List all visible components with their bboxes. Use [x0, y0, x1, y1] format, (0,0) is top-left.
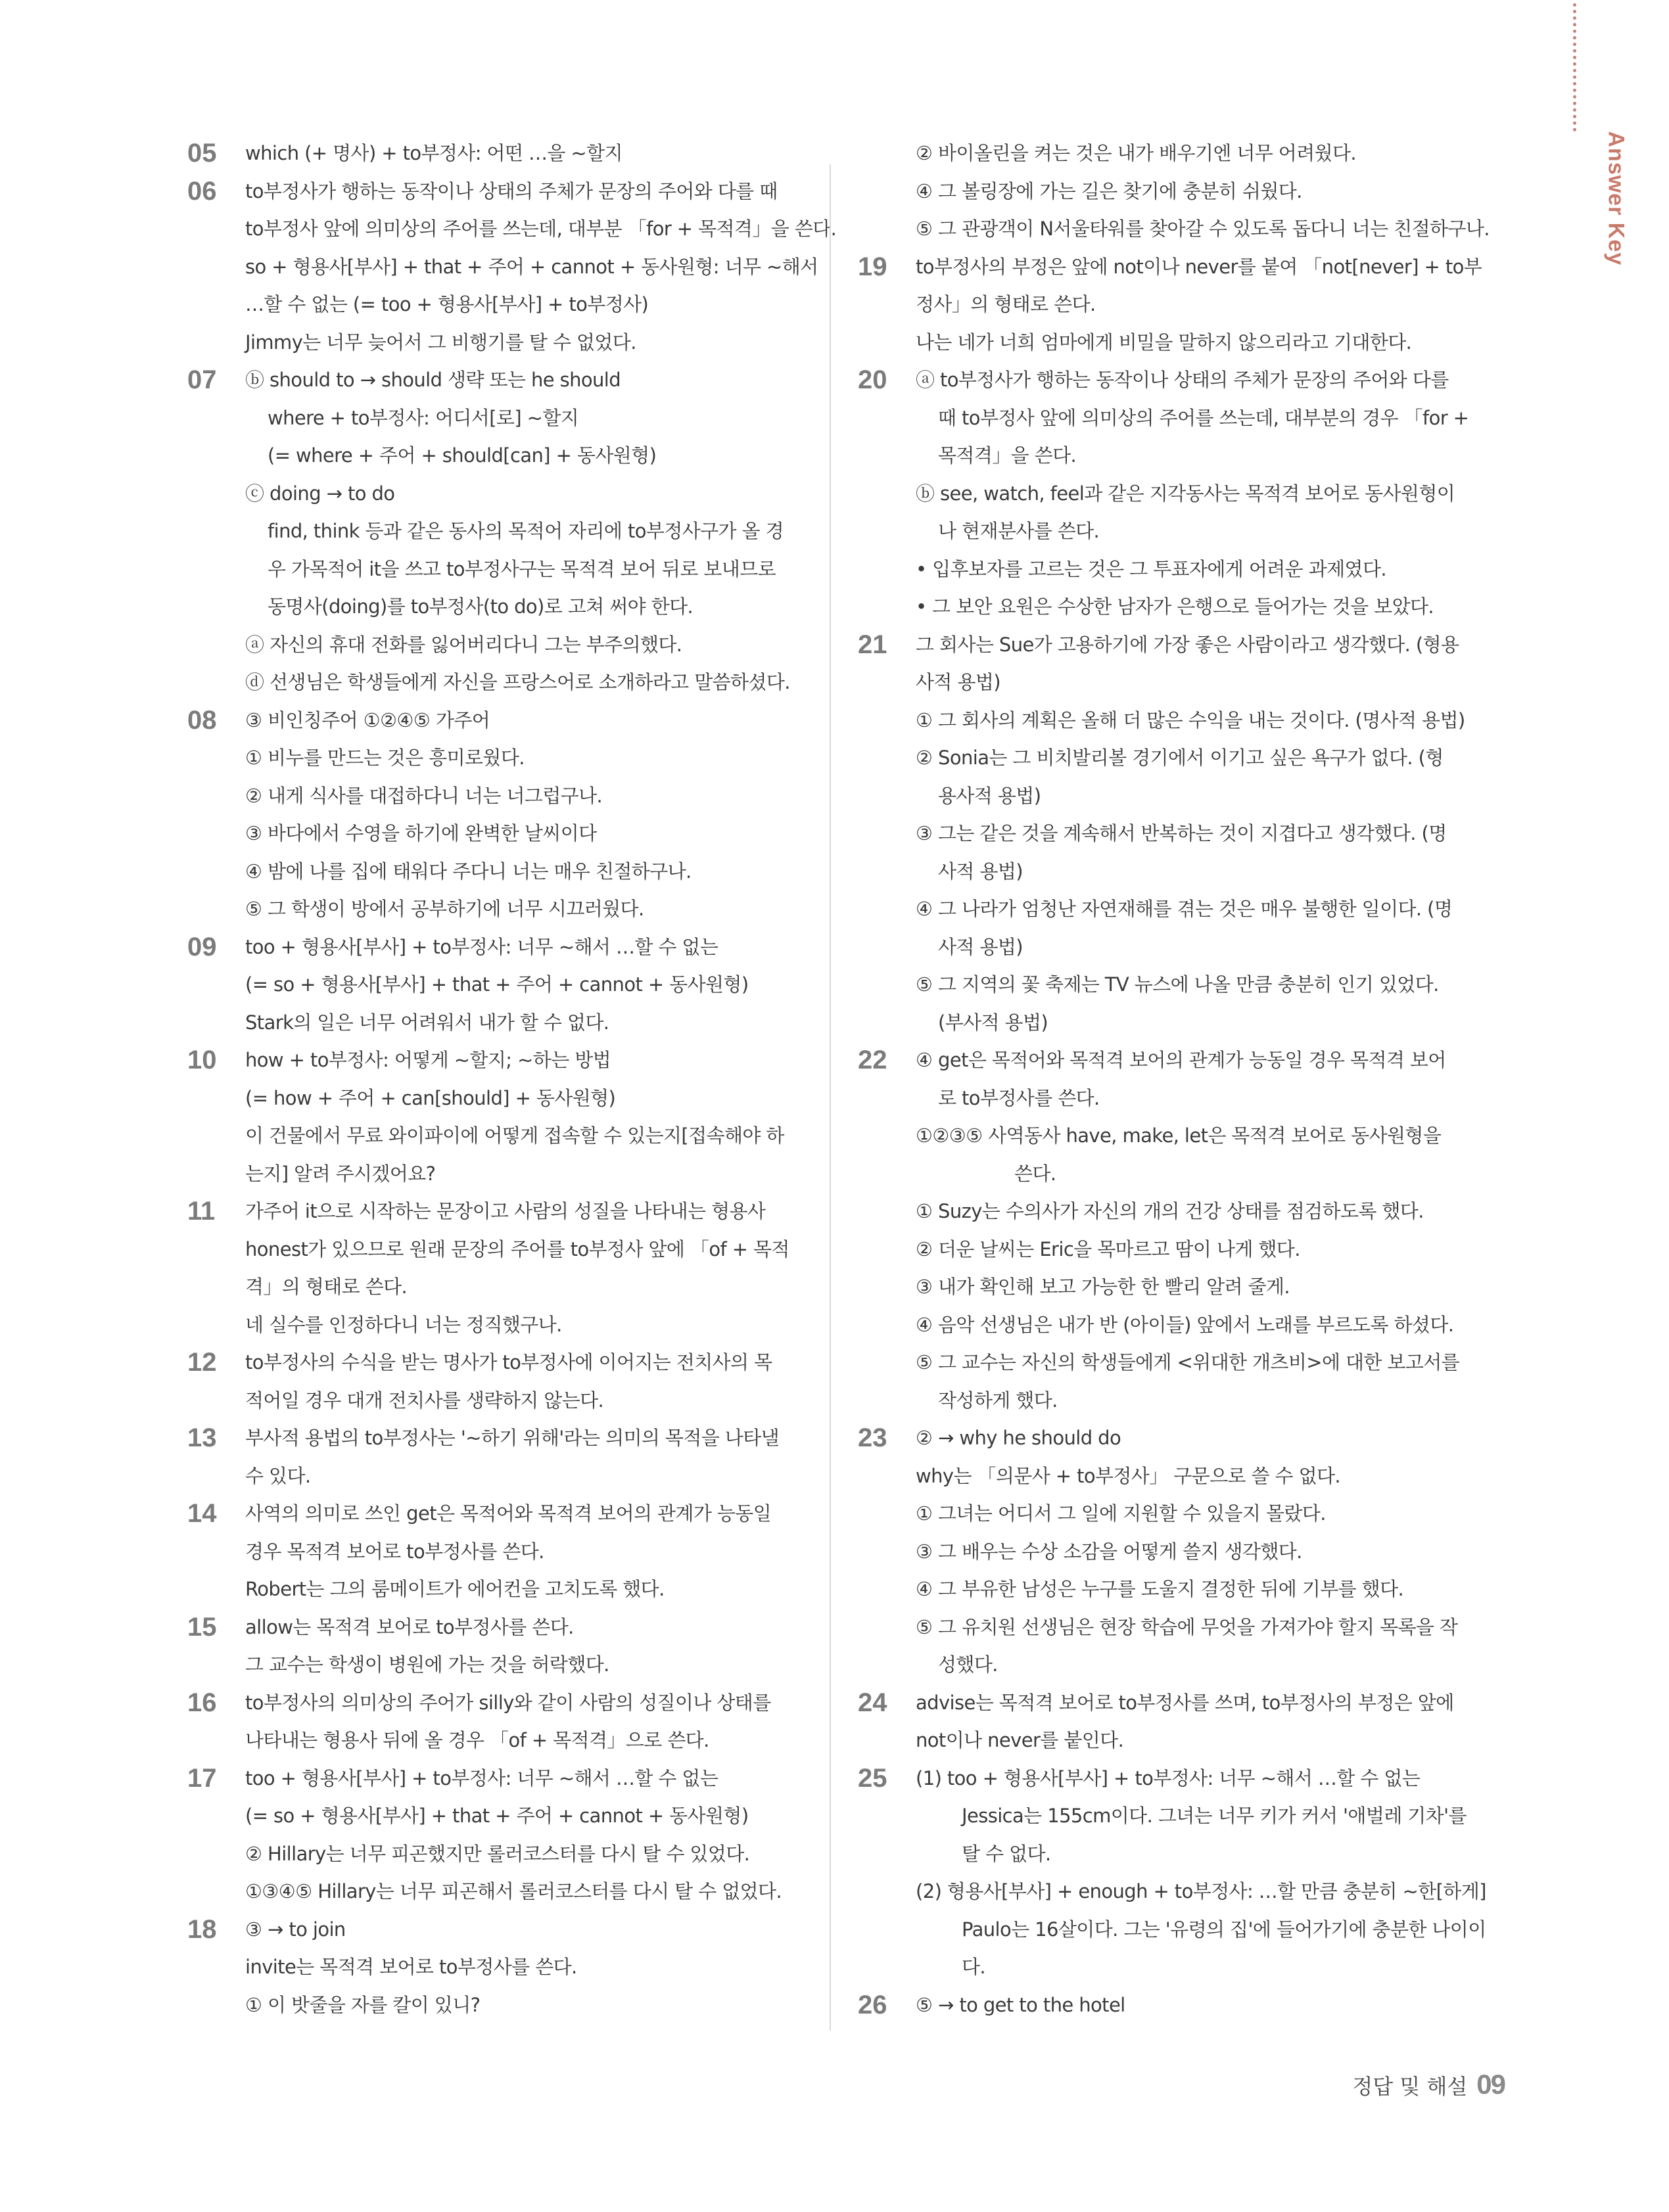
- explanation-line: ② Hillary는 너무 피곤했지만 롤러코스터를 다시 탈 수 있었다.: [245, 1842, 750, 1865]
- explanation-line: (= so + 형용사[부사] + that + 주어 + cannot + 동사원형): [245, 973, 749, 996]
- question-number: 24: [858, 1688, 887, 1717]
- explanation-line: (= so + 형용사[부사] + that + 주어 + cannot + 동사원형): [245, 1805, 749, 1827]
- explanation-line: ③ 바다에서 수영을 하기에 완벽한 날씨이다: [245, 822, 597, 844]
- right-column: [858, 135, 1490, 2024]
- explanation-line: 정사」의 형태로 쓴다.: [916, 293, 1096, 315]
- explanation-line: ④ 음악 선생님은 내가 반 (아이들) 앞에서 노래를 부르도록 하셨다.: [916, 1313, 1454, 1336]
- explanation-line: 는지] 알려 주시겠어요?: [245, 1162, 436, 1185]
- explanation-line: ① 이 밧줄을 자를 칼이 있니?: [245, 1993, 481, 2016]
- explanation-line: ⑤ 그 관광객이 N서울타워를 찾아갈 수 있도록 돕다니 너는 친절하구나.: [916, 218, 1490, 240]
- answer-entry: [858, 1987, 1469, 2025]
- question-number: 12: [187, 1348, 217, 1377]
- explanation-line: • 입후보자를 고르는 것은 그 투표자에게 어려운 과제였다.: [916, 557, 1386, 580]
- explanation-line: …할 수 없는 (= too + 형용사[부사] + to부정사): [245, 293, 649, 315]
- explanation-line: to부정사 앞에 의미상의 주어를 쓰는데, 대부분 「for + 목적격」을 쓴다.: [245, 218, 837, 240]
- explanation-line: 그 교수는 학생이 병원에 가는 것을 허락했다.: [245, 1653, 609, 1676]
- explanation-line: where + to부정사: 어디서[로] ~할지: [268, 406, 579, 429]
- question-number: 25: [858, 1763, 887, 1793]
- question-number: 16: [187, 1688, 217, 1717]
- explanation-line: ④ 밤에 나를 집에 태워다 주다니 너는 매우 친절하구나.: [245, 860, 692, 883]
- answer-entry: [187, 929, 799, 1042]
- explanation-line: 때 to부정사 앞에 의미상의 주어를 쓰는데, 대부분의 경우 「for +: [938, 406, 1469, 429]
- question-number: 08: [187, 705, 217, 735]
- explanation-line: 적어일 경우 대개 전치사를 생략하지 않는다.: [245, 1389, 604, 1412]
- explanation-line: 사적 용법): [938, 935, 1023, 958]
- explanation-line: ⓒ doing → to do: [245, 482, 395, 505]
- explanation-line: 나 현재분사를 쓴다.: [938, 520, 1100, 542]
- explanation-line: ③ 내가 확인해 보고 가능한 한 빨리 알려 줄게.: [916, 1276, 1290, 1298]
- question-number: 10: [187, 1046, 217, 1074]
- explanation-line: ④ get은 목적어와 목적격 보어의 관계가 능동일 경우 목적격 보어: [916, 1049, 1446, 1071]
- explanation-line: Jessica는 155cm이다. 그녀는 너무 키가 커서 '애벌레 기차'를: [962, 1805, 1467, 1827]
- explanation-line: 용사적 용법): [938, 784, 1041, 807]
- question-number: 15: [187, 1612, 217, 1642]
- explanation-line: ④ 그 볼링장에 가는 길은 찾기에 충분히 쉬웠다.: [916, 179, 1302, 202]
- explanation-line: ⓓ 선생님은 학생들에게 자신을 프랑스어로 소개하라고 말씀하셨다.: [245, 671, 790, 693]
- explanation-line: ⑤ 그 지역의 꽃 축제는 TV 뉴스에 나올 만큼 충분히 인기 있었다.: [916, 973, 1439, 996]
- explanation-line: 사적 용법): [938, 860, 1023, 883]
- explanation-line: ⓐ to부정사가 행하는 동작이나 상태의 주체가 문장의 주어와 다를: [916, 369, 1449, 391]
- explanation-line: which (+ 명사) + to부정사: 어떤 …을 ~할지: [245, 142, 623, 164]
- explanation-line: 경우 목적격 보어로 to부정사를 쓴다.: [245, 1540, 544, 1563]
- answer-entry: [858, 361, 1469, 626]
- explanation-line: ③ → to join: [245, 1918, 346, 1941]
- explanation-line: ③ 그 배우는 수상 소감을 어떻게 쓸지 생각했다.: [916, 1540, 1302, 1563]
- answer-entry: [858, 135, 1490, 248]
- answer-entry: [858, 1419, 1469, 1684]
- explanation-line: ② 바이올린을 켜는 것은 내가 배우기엔 너무 어려웠다.: [916, 142, 1357, 164]
- explanation-line: to부정사의 의미상의 주어가 silly와 같이 사람의 성질이나 상태를: [245, 1691, 771, 1714]
- explanation-line: ⓑ see, watch, feel과 같은 지각동사는 목적격 보어로 동사원형이: [916, 482, 1455, 505]
- explanation-line: ①②③⑤ 사역동사 have, make, let은 목적격 보어로 동사원형을: [916, 1124, 1442, 1147]
- answer-entry: [858, 1042, 1469, 1419]
- explanation-line: 동명사(doing)를 to부정사(to do)로 고쳐 써야 한다.: [268, 595, 693, 618]
- explanation-line: ② 내게 식사를 대접하다니 너는 너그럽구나.: [245, 784, 603, 807]
- answer-entry: [858, 626, 1469, 1042]
- answer-entry: [187, 1344, 799, 1419]
- explanation-line: ② Sonia는 그 비치발리볼 경기에서 이기고 싶은 욕구가 없다. (형: [916, 747, 1444, 769]
- answer-entry: [187, 1042, 799, 1193]
- answer-entry: [187, 361, 799, 702]
- question-number: 17: [187, 1763, 217, 1793]
- explanation-line: (= how + 주어 + can[should] + 동사원형): [245, 1086, 616, 1109]
- explanation-line: 다.: [962, 1956, 986, 1978]
- explanation-line: ⑤ → to get to the hotel: [916, 1993, 1125, 2016]
- page-footer: [1352, 2069, 1505, 2100]
- explanation-line: ① 그 회사의 계획은 올해 더 많은 수익을 내는 것이다. (명사적 용법): [916, 708, 1465, 731]
- explanation-line: not이나 never를 붙인다.: [916, 1729, 1124, 1751]
- question-number: 05: [187, 139, 217, 168]
- explanation-line: (부사적 용법): [938, 1011, 1048, 1034]
- explanation-line: 사적 용법): [916, 671, 1000, 693]
- explanation-line: ④ 그 나라가 엄청난 자연재해를 겪는 것은 매우 불행한 일이다. (명: [916, 898, 1453, 920]
- answer-entry: [187, 173, 837, 362]
- explanation-line: 나타내는 형용사 뒤에 올 경우 「of + 목적격」으로 쓴다.: [245, 1729, 709, 1751]
- answer-entry: [187, 702, 799, 929]
- question-number: 21: [858, 630, 887, 659]
- page-number: 09: [1476, 2069, 1505, 2100]
- explanation-line: 작성하게 했다.: [938, 1389, 1058, 1412]
- question-number: 11: [187, 1197, 216, 1226]
- explanation-line: ④ 그 부유한 남성은 누구를 도울지 결정한 뒤에 기부를 했다.: [916, 1578, 1404, 1600]
- answer-entry: [187, 1495, 799, 1609]
- explanation-line: Jimmy는 너무 늦어서 그 비행기를 탈 수 없었다.: [245, 331, 636, 354]
- explanation-line: ⑤ 그 학생이 방에서 공부하기에 너무 시끄러웠다.: [245, 898, 644, 920]
- explanation-line: ① Suzy는 수의사가 자신의 개의 건강 상태를 점검하도록 했다.: [916, 1200, 1424, 1222]
- explanation-line: to부정사가 행하는 동작이나 상태의 주체가 문장의 주어와 다를 때: [245, 179, 778, 202]
- explanation-line: 사역의 의미로 쓰인 get은 목적어와 목적격 보어의 관계가 능동일: [245, 1502, 772, 1525]
- explanation-line: 그 회사는 Sue가 고용하기에 가장 좋은 사람이라고 생각했다. (형용: [916, 633, 1459, 656]
- explanation-line: 격」의 형태로 쓴다.: [245, 1276, 408, 1298]
- left-column: [187, 135, 837, 2024]
- question-number: 18: [187, 1914, 217, 1944]
- explanation-line: allow는 목적격 보어로 to부정사를 쓴다.: [245, 1615, 574, 1638]
- explanation-line: ⑤ 그 교수는 자신의 학생들에게 <위대한 개츠비>에 대한 보고서를: [916, 1351, 1460, 1373]
- explanation-line: 네 실수를 인정하다니 너는 정직했구나.: [245, 1313, 562, 1336]
- explanation-line: (= where + 주어 + should[can] + 동사원형): [268, 444, 657, 467]
- explanation-line: Paulo는 16살이다. 그는 '유령의 집'에 들어가기에 충분한 나이이: [962, 1918, 1486, 1941]
- explanation-line: 목적격」을 쓴다.: [938, 444, 1077, 467]
- explanation-line: 수 있다.: [245, 1464, 311, 1487]
- question-number: 13: [187, 1423, 217, 1452]
- explanation-line: how + to부정사: 어떻게 ~할지; ~하는 방법: [245, 1049, 611, 1071]
- explanation-line: (2) 형용사[부사] + enough + to부정사: …할 만큼 충분히 ~한[하게]: [916, 1880, 1486, 1902]
- explanation-line: 부사적 용법의 to부정사는 '~하기 위해'라는 의미의 목적을 나타낼: [245, 1427, 780, 1449]
- answer-entry: [858, 1684, 1469, 1760]
- explanation-line: too + 형용사[부사] + to부정사: 너무 ~해서 …할 수 없는: [245, 935, 718, 958]
- explanation-line: too + 형용사[부사] + to부정사: 너무 ~해서 …할 수 없는: [245, 1766, 718, 1789]
- question-number: 20: [858, 365, 887, 394]
- side-dotted-rule: [1573, 3, 1576, 131]
- explanation-line: ⑤ 그 유치원 선생님은 현장 학습에 무엇을 가져가야 할지 목록을 작: [916, 1615, 1458, 1638]
- explanation-line: to부정사의 부정은 앞에 not이나 never를 붙여 「not[never] + to부: [916, 255, 1482, 278]
- answer-entry: [858, 248, 1482, 362]
- question-number: 06: [187, 176, 217, 206]
- answer-entry: [187, 1760, 799, 1911]
- explanation-line: so + 형용사[부사] + that + 주어 + cannot + 동사원형: 너무 ~해서: [245, 255, 818, 278]
- column-divider: [830, 164, 831, 2031]
- question-number: 14: [187, 1499, 217, 1528]
- explanation-line: ① 그녀는 어디서 그 일에 지원할 수 있을지 몰랐다.: [916, 1502, 1326, 1525]
- explanation-line: why는 「의문사 + to부정사」 구문으로 쓸 수 없다.: [916, 1464, 1341, 1487]
- answer-entry: [187, 1193, 799, 1344]
- explanation-line: ①③④⑤ Hillary는 너무 피곤해서 롤러코스터를 다시 탈 수 없었다.: [245, 1880, 782, 1902]
- explanation-line: Robert는 그의 룸메이트가 에어컨을 고치도록 했다.: [245, 1578, 665, 1600]
- explanation-line: to부정사의 수식을 받는 명사가 to부정사에 이어지는 전치사의 목: [245, 1351, 772, 1373]
- explanation-line: 이 건물에서 무료 와이파이에 어떻게 접속할 수 있는지[접속해야 하: [245, 1124, 784, 1147]
- question-number: 07: [187, 365, 217, 394]
- explanation-line: honest가 있으므로 원래 문장의 주어를 to부정사 앞에 「of + 목적: [245, 1237, 789, 1260]
- question-number: 23: [858, 1423, 887, 1452]
- explanation-line: Stark의 일은 너무 어려워서 내가 할 수 없다.: [245, 1011, 609, 1034]
- explanation-line: 로 to부정사를 쓴다.: [938, 1086, 1100, 1109]
- question-number: 26: [858, 1990, 887, 2019]
- question-number: 22: [858, 1046, 887, 1074]
- explanation-line: ⓐ 자신의 휴대 전화를 잃어버리다니 그는 부주의했다.: [245, 633, 682, 656]
- answer-entry: [187, 1609, 799, 1684]
- explanation-line: ⓑ should to → should 생략 또는 he should: [245, 369, 621, 391]
- answer-entry: [187, 1419, 799, 1495]
- question-number: 09: [187, 932, 217, 961]
- explanation-line: invite는 목적격 보어로 to부정사를 쓴다.: [245, 1956, 577, 1978]
- explanation-line: (1) too + 형용사[부사] + to부정사: 너무 ~해서 …할 수 없는: [916, 1766, 1421, 1789]
- answer-key-label: Answer Key: [1603, 131, 1629, 266]
- explanation-line: ② 더운 날씨는 Eric을 목마르고 땀이 나게 했다.: [916, 1237, 1300, 1260]
- explanation-line: 우 가목적어 it을 쓰고 to부정사구는 목적격 보어 뒤로 보내므로: [268, 557, 776, 580]
- explanation-line: 탈 수 없다.: [962, 1842, 1051, 1865]
- footer-title: 정답 및 해설: [1352, 2074, 1468, 2099]
- answer-entry: [187, 1684, 799, 1760]
- explanation-line: 쓴다.: [1014, 1162, 1056, 1185]
- answer-entry: [187, 1911, 799, 2025]
- explanation-line: advise는 목적격 보어로 to부정사를 쓰며, to부정사의 부정은 앞에: [916, 1691, 1454, 1714]
- explanation-line: 가주어 it으로 시작하는 문장이고 사람의 성질을 나타내는 형용사: [245, 1200, 766, 1222]
- question-number: 19: [858, 252, 887, 281]
- explanation-line: find, think 등과 같은 동사의 목적어 자리에 to부정사구가 올 경: [268, 520, 784, 542]
- explanation-line: ② → why he should do: [916, 1427, 1121, 1449]
- explanation-line: 성했다.: [938, 1653, 998, 1676]
- answer-entry: [858, 1760, 1486, 1987]
- explanation-line: ③ 그는 같은 것을 계속해서 반복하는 것이 지겹다고 생각했다. (명: [916, 822, 1447, 844]
- explanation-line: • 그 보안 요원은 수상한 남자가 은행으로 들어가는 것을 보았다.: [916, 595, 1434, 618]
- explanation-line: 나는 네가 너희 엄마에게 비밀을 말하지 않으리라고 기대한다.: [916, 331, 1412, 354]
- explanation-line: ① 비누를 만드는 것은 흥미로웠다.: [245, 747, 525, 769]
- answer-entry: [187, 135, 799, 173]
- explanation-line: ③ 비인칭주어 ①②④⑤ 가주어: [245, 708, 490, 731]
